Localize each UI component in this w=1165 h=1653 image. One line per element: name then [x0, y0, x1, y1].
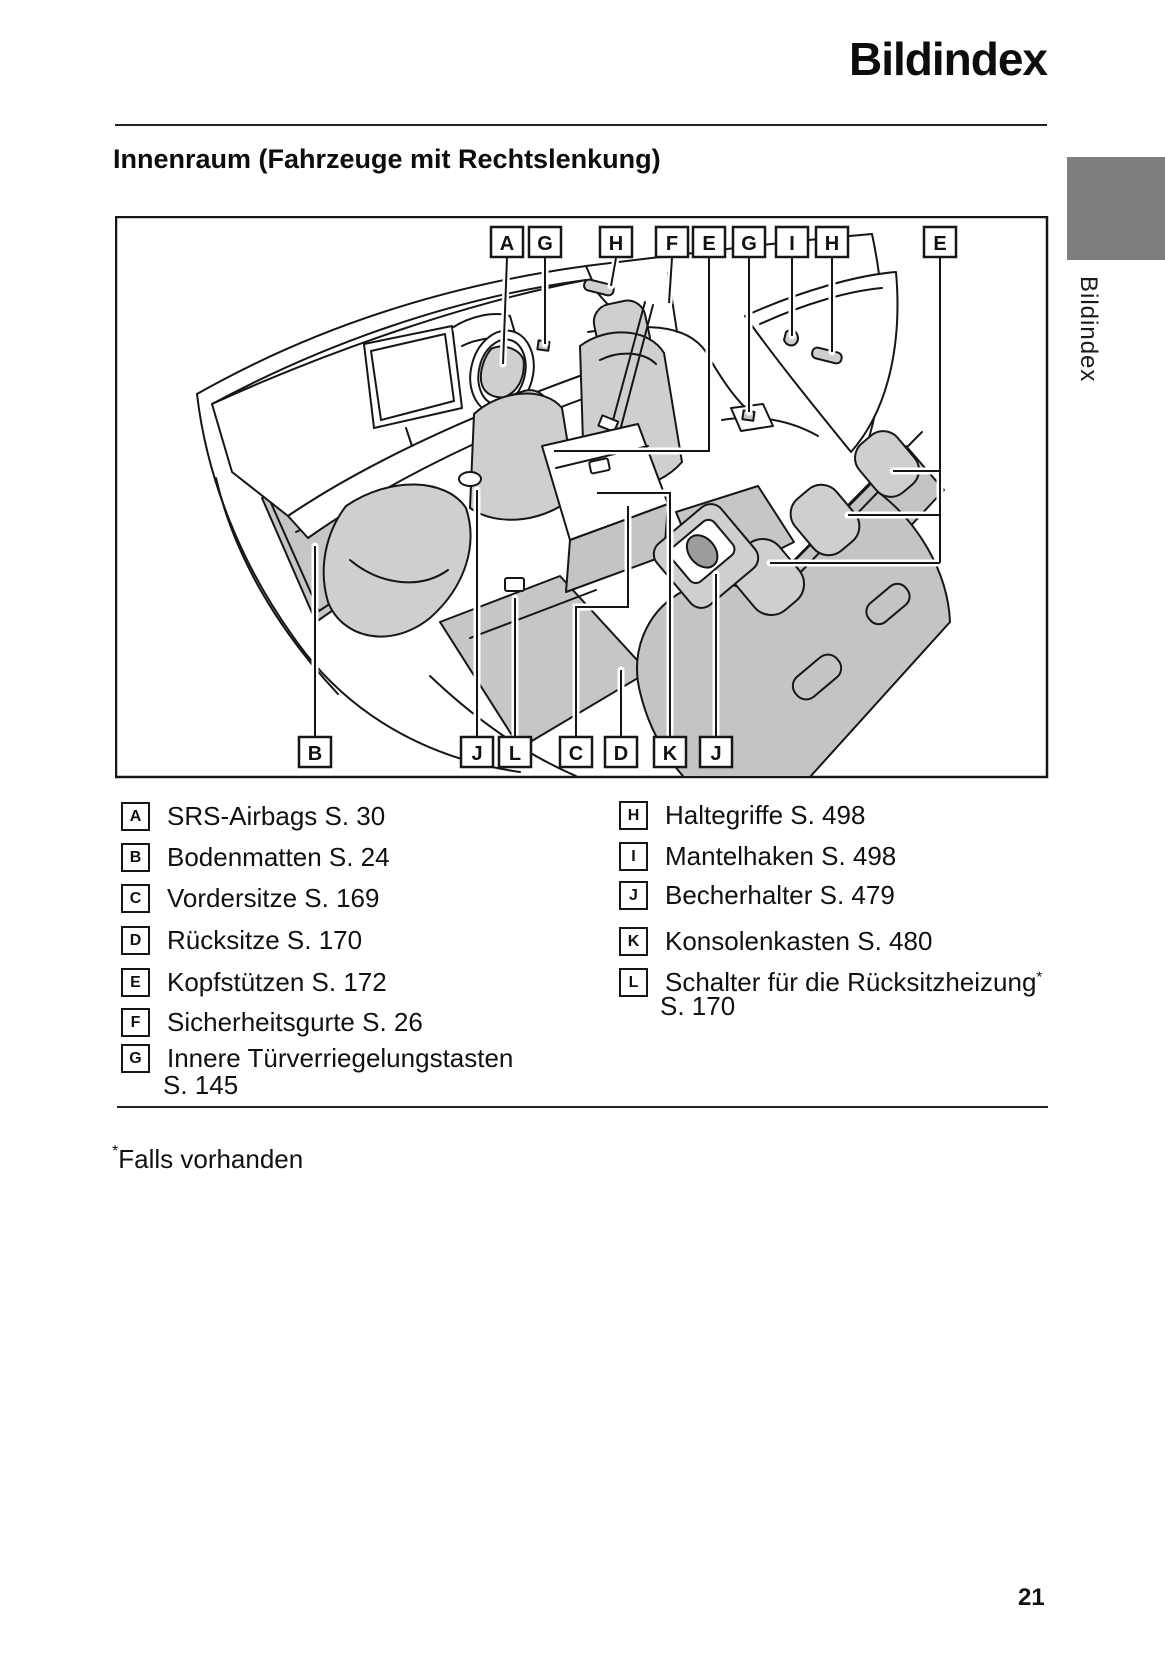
legend-row-d [121, 925, 362, 956]
footnote-text: Falls vorhanden [118, 1144, 304, 1174]
legend-text: Sicherheitsgurte S. 26 [167, 1007, 423, 1037]
section-heading: Innenraum (Fahrzeuge mit Rechtslenkung) [113, 144, 661, 174]
legend-key-box [121, 884, 150, 913]
legend-key-box [619, 927, 648, 956]
legend-row-j [619, 880, 895, 911]
legend-key: K [627, 932, 640, 950]
svg-text:H: H [824, 233, 840, 255]
legend-text: Mantelhaken S. 498 [665, 841, 897, 871]
footnote-marker: * [112, 1143, 119, 1160]
svg-text:A: A [499, 233, 515, 255]
footnote-divider [117, 1106, 1048, 1108]
page-number: 21 [1018, 1584, 1045, 1611]
legend-key-box [121, 926, 150, 955]
legend-text-continuation: S. 145 [163, 1070, 239, 1100]
chapter-tab-label: Bildindex [1075, 276, 1102, 383]
svg-text:G: G [741, 233, 757, 255]
footnote-marker: * [1036, 968, 1043, 986]
legend-text-continuation: S. 170 [660, 991, 736, 1021]
svg-text:I: I [789, 233, 795, 255]
legend-text: Rücksitze S. 170 [167, 925, 363, 955]
legend-key: H [627, 806, 640, 824]
legend-key-box [619, 801, 648, 830]
legend-text: SRS-Airbags S. 30 [167, 801, 386, 831]
rear-seat-heater-switch [505, 578, 524, 591]
legend-row-f [121, 1007, 423, 1038]
legend-text: Schalter für die Rücksitzheizung* [665, 967, 1043, 997]
legend-text: Innere Türverriegelungstasten [167, 1043, 514, 1073]
svg-text:C: C [568, 743, 584, 765]
legend-key: B [129, 848, 142, 866]
legend-key: C [129, 889, 142, 907]
legend-row-i [619, 841, 896, 872]
legend-row-h [619, 800, 865, 831]
legend-key-box [619, 881, 648, 910]
legend-key: F [130, 1013, 141, 1031]
interior-diagram [115, 216, 1049, 779]
svg-text:K: K [662, 743, 678, 765]
legend-text: Kopfstützen S. 172 [167, 967, 387, 997]
svg-text:D: D [613, 743, 629, 765]
legend-key-box [121, 1044, 150, 1073]
legend-key-box [121, 968, 150, 997]
front-cup-holder [459, 472, 481, 486]
legend-text: Vordersitze S. 169 [167, 883, 380, 913]
svg-text:J: J [710, 743, 722, 765]
legend-row-a [121, 801, 385, 832]
legend-row-e [121, 967, 387, 998]
legend-text: Bodenmatten S. 24 [167, 842, 390, 872]
legend-text: Becherhalter S. 479 [665, 880, 895, 910]
legend-key: E [130, 973, 141, 991]
legend-key: A [129, 807, 142, 825]
car-interior-illustration [115, 216, 1049, 779]
legend-row-k [619, 926, 932, 957]
legend-key: I [631, 847, 636, 865]
svg-text:H: H [608, 233, 624, 255]
legend-key-box [121, 802, 150, 831]
svg-text:L: L [508, 743, 522, 765]
svg-text:G: G [537, 233, 553, 255]
svg-text:B: B [307, 743, 323, 765]
svg-text:F: F [665, 233, 679, 255]
legend-key-box [619, 842, 648, 871]
legend-text: Konsolenkasten S. 480 [665, 926, 933, 956]
title-divider [115, 124, 1047, 126]
legend-key: D [129, 931, 142, 949]
legend-key-box [619, 968, 648, 997]
legend-key: J [629, 886, 638, 904]
legend-key: L [628, 973, 639, 991]
svg-text:J: J [471, 743, 483, 765]
page-title: Bildindex [848, 33, 1047, 85]
legend-key-box [121, 843, 150, 872]
legend-key: G [129, 1049, 142, 1067]
svg-text:E: E [933, 233, 947, 255]
svg-text:E: E [702, 233, 716, 255]
legend-key-box [121, 1008, 150, 1037]
legend-text: Haltegriffe S. 498 [665, 800, 866, 830]
legend-row-b [121, 842, 390, 873]
chapter-tab-marker [1067, 157, 1165, 260]
footnote [112, 1144, 303, 1175]
legend-row-c [121, 883, 379, 914]
